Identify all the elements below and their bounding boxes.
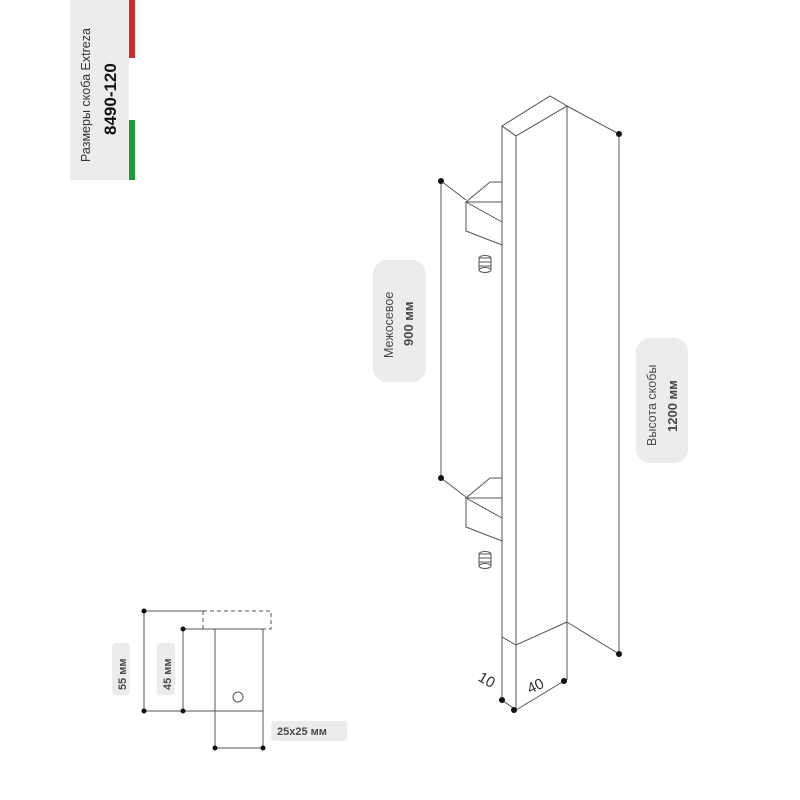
flag-stripe-green <box>129 120 135 180</box>
leg-outer-value: 55 мм <box>117 658 129 690</box>
width-value: 40 <box>524 675 547 698</box>
spacing-dimension <box>438 178 466 497</box>
height-title: Высота скобы <box>645 364 659 446</box>
leg-outer-label <box>112 643 130 695</box>
leg-hole <box>233 692 243 702</box>
spacing-value: 900 мм <box>401 301 416 346</box>
leg-section-label <box>271 721 347 741</box>
mount-block-top <box>466 182 502 245</box>
height-value: 1200 мм <box>665 380 680 432</box>
leg-cap-dashed <box>203 611 271 629</box>
height-dimension <box>567 106 622 657</box>
flag-stripe-red <box>129 0 135 58</box>
handle-bar <box>502 96 567 645</box>
leg-inner-label <box>157 643 175 695</box>
depth-value: 10 <box>475 668 498 692</box>
screw-top-icon <box>479 256 491 273</box>
header-panel <box>70 0 135 180</box>
height-label <box>636 338 688 463</box>
spacing-label <box>373 260 426 382</box>
bar-side-face <box>502 126 516 645</box>
bar-front-face <box>516 106 567 645</box>
leg-inner-value: 45 мм <box>162 658 174 690</box>
spacing-title: Межосевое <box>382 291 396 358</box>
leg-section-value: 25x25 мм <box>277 726 327 738</box>
mount-block-bottom <box>466 478 502 541</box>
header-model: 8490-120 <box>101 63 120 135</box>
header-subtitle: Размеры скоба Extreza <box>79 28 93 162</box>
screw-bottom-icon <box>479 552 491 569</box>
flag-stripe-white <box>129 58 135 120</box>
